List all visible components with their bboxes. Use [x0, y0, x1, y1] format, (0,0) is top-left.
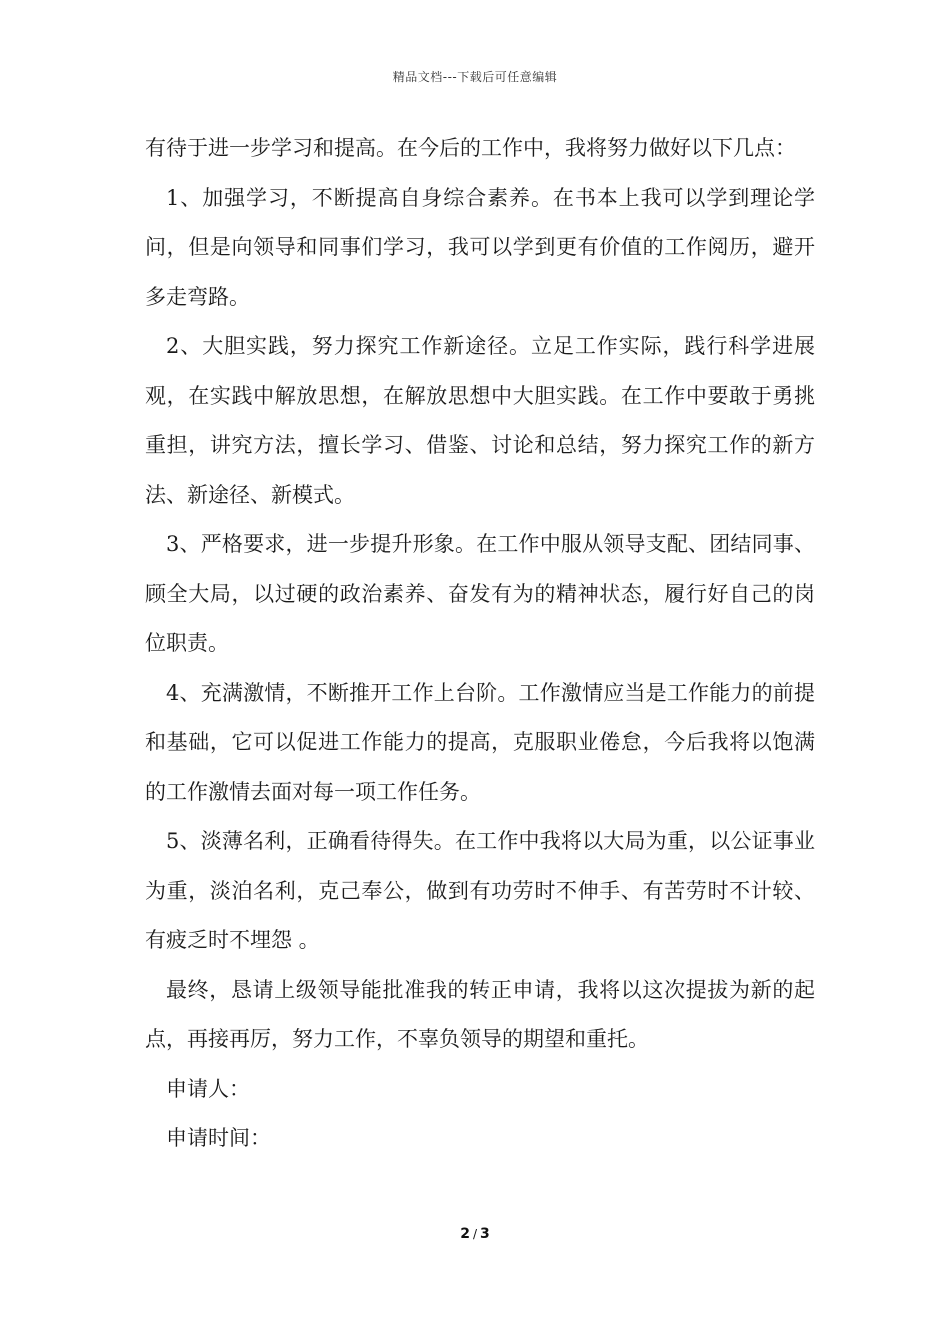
total-pages-number: 3	[480, 1226, 490, 1242]
paragraph-item-1: 1、加强学习，不断提高自身综合素养。在书本上我可以学到理论学问，但是向领导和同事们学习，我可以学到更有价值的工作阅历，避开多走弯路。	[145, 185, 815, 309]
paragraph-intro: 有待于进一步学习和提高。在今后的工作中，我将努力做好以下几点：	[145, 136, 796, 160]
paragraph-item-3: 3、严格要求，进一步提升形象。在工作中服从领导支配、团结同事、顾全大局，以过硬的政治素养、奋发有为的精神状态，履行好自己的岗位职责。	[145, 532, 815, 655]
paragraph-item-5: 5、淡薄名利，正确看待得失。在工作中我将以大局为重，以公证事业为重，淡泊名利，克己奉公，做到有功劳时不伸手、有苦劳时不计较、有疲乏时不埋怨 。	[145, 829, 815, 952]
page-separator: /	[472, 1227, 478, 1241]
paragraph-item-4: 4、充满激情，不断推开工作上台阶。工作激情应当是工作能力的前提和基础，它可以促进工作能力的提高，克服职业倦怠，今后我将以饱满的工作激情去面对每一项工作任务。	[145, 680, 815, 804]
paragraph-item-2: 2、大胆实践，努力探究工作新途径。立足工作实际，践行科学进展观，在实践中解放思想，在解放思想中大胆实践。在工作中要敢于勇挑重担，讲究方法，擅长学习、借鉴、讨论和总结，努力探究工作的新方法、新途径、新模式。	[145, 334, 815, 507]
applicant-label: 申请人：	[166, 1076, 250, 1101]
current-page-number: 2	[460, 1226, 470, 1242]
application-date-label: 申请时间：	[166, 1126, 271, 1150]
page-number	[0, 1226, 950, 1242]
page-header: 精品文档---下载后可任意编辑	[392, 70, 558, 84]
paragraph-conclusion: 最终，恳请上级领导能批准我的转正申请，我将以这次提拔为新的起点，再接再厉，努力工作，不辜负领导的期望和重托。	[145, 977, 815, 1051]
document-body	[145, 124, 815, 1164]
